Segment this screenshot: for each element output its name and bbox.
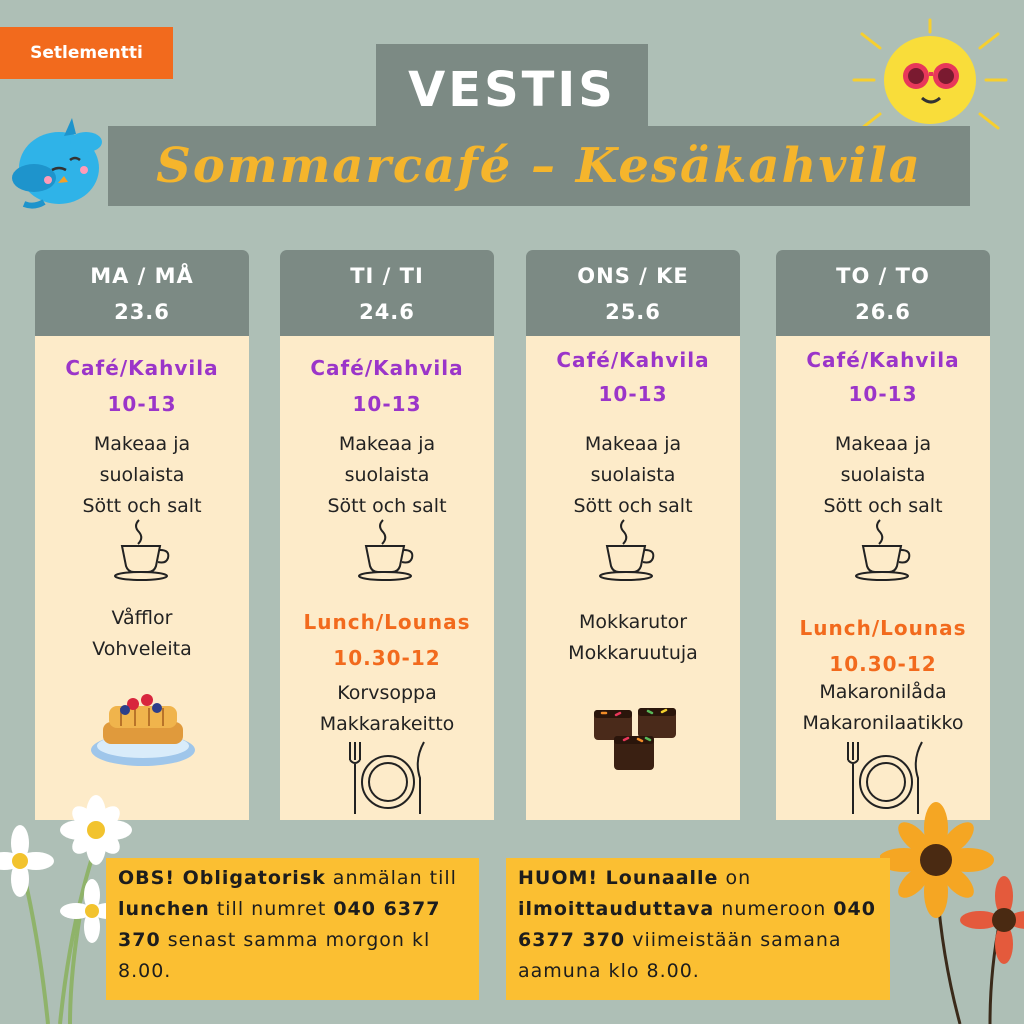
extra-line: Våfflor: [111, 607, 173, 629]
plate-cutlery-icon: [342, 738, 434, 818]
day-card-monday: [35, 250, 249, 820]
note-sv-text: anmälan till: [325, 867, 457, 889]
extra-line: Mokkarutor: [578, 611, 688, 633]
menu-line: Makeaa ja: [834, 433, 932, 455]
lunch-label: Lunch/Lounas: [303, 610, 471, 634]
coffee-cup-icon: [112, 516, 174, 582]
day-header: [776, 250, 990, 336]
menu-line: Makeaa ja: [93, 433, 191, 455]
note-fi-text: on: [718, 867, 752, 889]
lunch-time: 10.30-12: [333, 646, 441, 670]
day-name: TO / TO: [836, 264, 930, 288]
note-fi-text: numeroon: [714, 898, 834, 920]
menu-line: Makeaa ja: [584, 433, 682, 455]
bird-icon: [4, 108, 114, 214]
brand-badge: Setlementti: [0, 27, 173, 79]
menu-line: Sött och salt: [823, 495, 943, 517]
menu-line: Sött och salt: [327, 495, 447, 517]
day-body: [35, 336, 249, 820]
day-date: 25.6: [605, 300, 661, 324]
lunch-label: Lunch/Lounas: [799, 616, 967, 640]
menu-line: Makeaa ja: [338, 433, 436, 455]
note-swedish: [106, 858, 479, 1000]
waffle-icon: [87, 686, 199, 770]
menu-line: Sött och salt: [573, 495, 693, 517]
day-card-thursday: [776, 250, 990, 820]
note-fi-text: viimeistään samana aamuna klo 8.00.: [518, 929, 842, 982]
menu-line: suolaista: [590, 464, 676, 486]
lunch-menu-line: Korvsoppa: [337, 682, 437, 704]
menu-line: Sött och salt: [82, 495, 202, 517]
note-fi-phone: 040 6377 370: [518, 898, 876, 951]
day-header: [526, 250, 740, 336]
day-body: [526, 336, 740, 820]
day-body: [280, 336, 494, 820]
day-card-tuesday: [280, 250, 494, 820]
day-card-wednesday: [526, 250, 740, 820]
cafe-time: 10-13: [352, 392, 422, 416]
coffee-cup-icon: [597, 516, 659, 582]
note-fi-bold: HUOM! Lounaalle: [518, 867, 719, 889]
day-header: [35, 250, 249, 336]
day-name: MA / MÅ: [90, 264, 194, 288]
day-name: ONS / KE: [577, 264, 689, 288]
lunch-menu-line: Makkarakeitto: [319, 713, 455, 735]
day-header: [280, 250, 494, 336]
sunflowers-icon: [880, 800, 1024, 1024]
brownie-icon: [588, 696, 684, 780]
page-title: VESTIS: [376, 44, 648, 136]
note-sv-bold: OBS! Obligatorisk: [118, 867, 326, 889]
extra-line: Mokkaruutuja: [568, 642, 698, 664]
day-date: 24.6: [359, 300, 415, 324]
cafe-label: Café/Kahvila: [310, 356, 464, 380]
coffee-cup-icon: [356, 516, 418, 582]
day-date: 26.6: [855, 300, 911, 324]
menu-line: suolaista: [344, 464, 430, 486]
page-subtitle: Sommarcafé – Kesäkahvila: [108, 126, 970, 206]
note-fi-bold: ilmoittauduttava: [518, 898, 715, 920]
lunch-menu-line: Makaronilaatikko: [802, 712, 964, 734]
day-date: 23.6: [114, 300, 170, 324]
note-sv-text: senast samma morgon kl 8.00.: [118, 929, 431, 982]
extra-line: Vohveleita: [92, 638, 192, 660]
menu-line: suolaista: [99, 464, 185, 486]
cafe-time: 10-13: [848, 382, 918, 406]
coffee-cup-icon: [853, 516, 915, 582]
day-body: [776, 336, 990, 820]
cafe-time: 10-13: [598, 382, 668, 406]
day-name: TI / TI: [350, 264, 424, 288]
cafe-time: 10-13: [107, 392, 177, 416]
lunch-time: 10.30-12: [829, 652, 937, 676]
lunch-menu-line: Makaronilåda: [819, 681, 947, 703]
cafe-label: Café/Kahvila: [806, 348, 960, 372]
note-finnish: [506, 858, 890, 1000]
cafe-label: Café/Kahvila: [556, 348, 710, 372]
note-sv-bold: lunchen: [118, 898, 210, 920]
cafe-label: Café/Kahvila: [65, 356, 219, 380]
menu-line: suolaista: [840, 464, 926, 486]
note-sv-phone: 040 6377 370: [118, 898, 441, 951]
note-sv-text: till numret: [209, 898, 334, 920]
